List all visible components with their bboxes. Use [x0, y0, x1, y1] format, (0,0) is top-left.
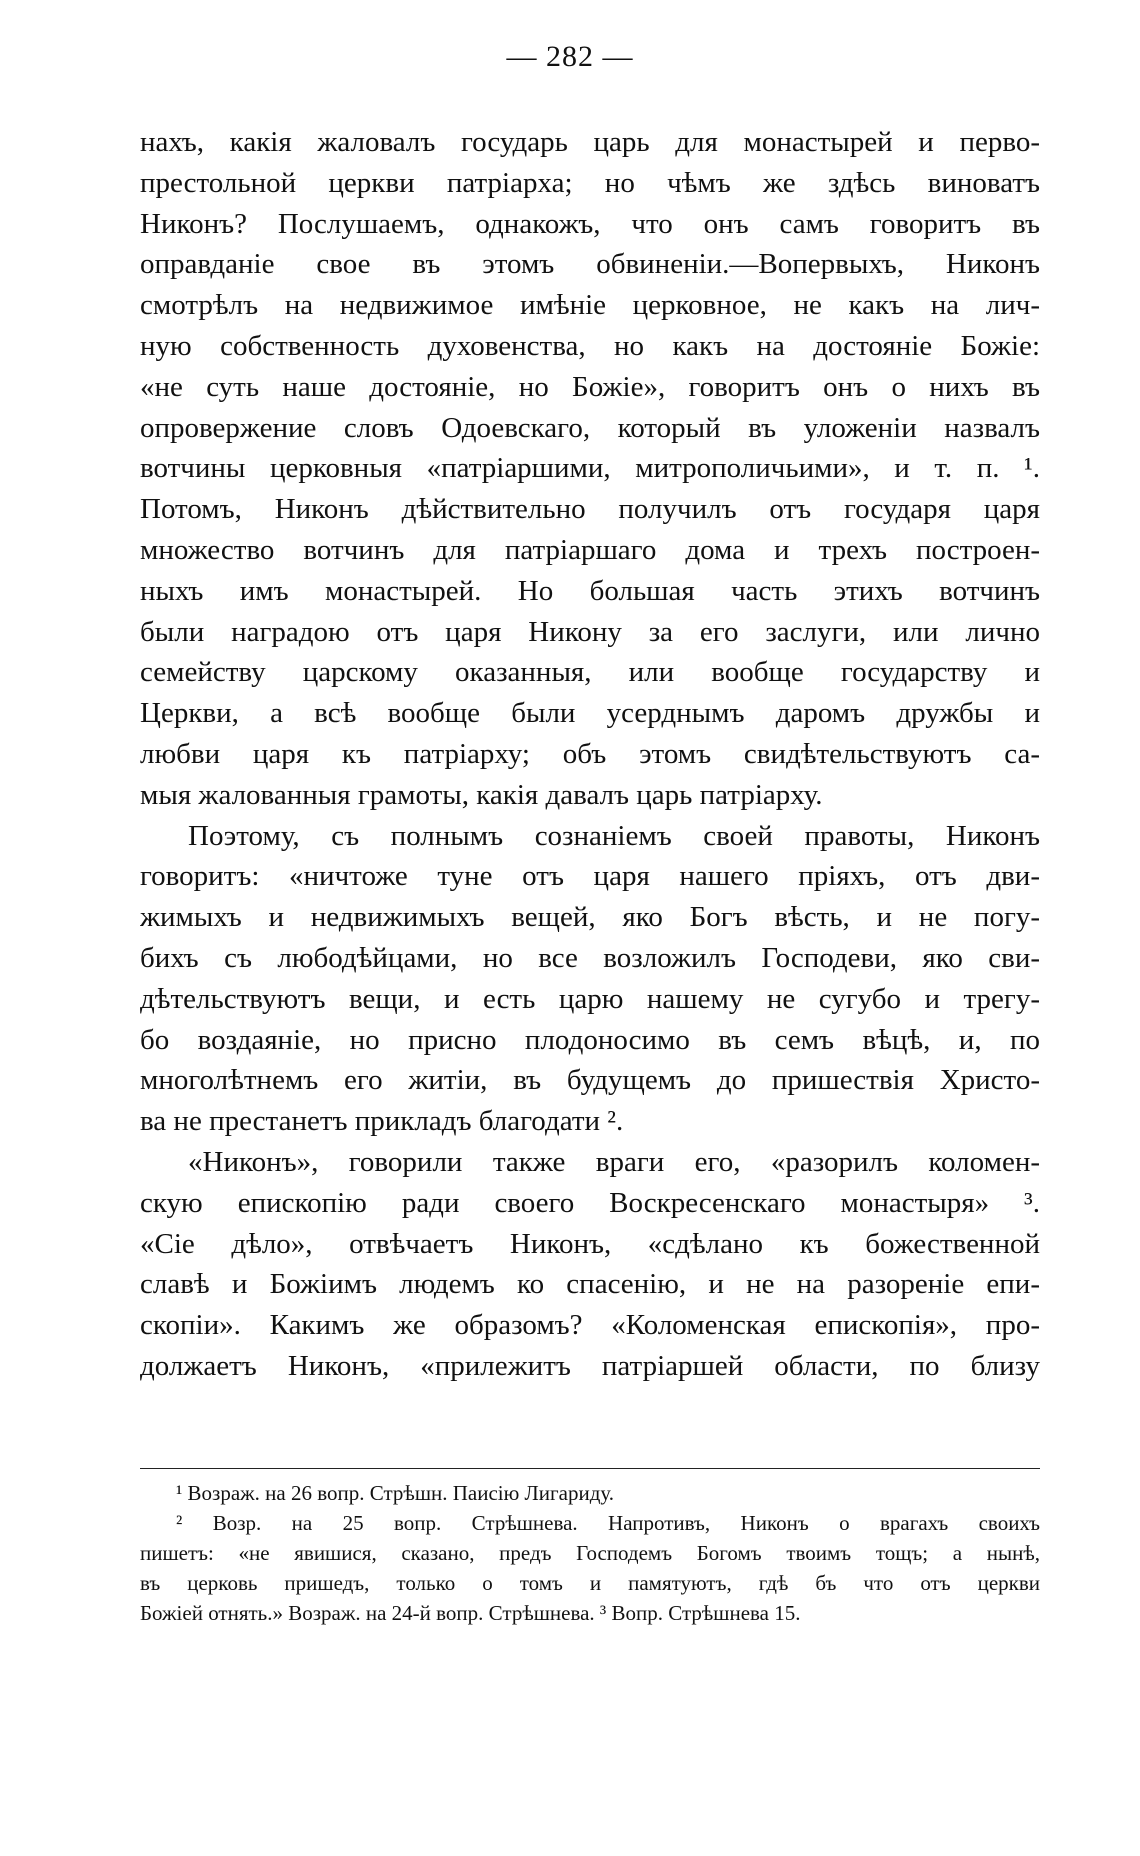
text-line: бихъ съ любодѣйцами, но все возложилъ Господеви, яко сви- [140, 941, 1040, 974]
text-line: Церкви, а всѣ вообще были усерднымъ даромъ дружбы и [140, 697, 1040, 730]
text-line: любви царя къ патріарху; объ этомъ свидѣтельствуютъ са- [140, 737, 1040, 770]
footnote-line: пишетъ: «не явишися, сказано, предъ Господемъ Богомъ твоимъ тощъ; а нынѣ, [140, 1541, 1040, 1565]
text-line: бо воздаяніе, но присно плодоносимо въ семъ вѣцѣ, и, по [140, 1023, 1040, 1056]
text-line: ную собственность духовенства, но какъ на достояніе Божіе: [140, 329, 1040, 362]
text-line: многолѣтнемъ его житіи, въ будущемъ до пришествія Христо- [140, 1064, 1040, 1097]
footnotes [140, 1478, 1040, 1628]
footnote-line: ¹ Возраж. на 26 вопр. Стрѣшн. Паисію Лигариду. [176, 1481, 615, 1505]
text-line: множество вотчинъ для патріаршаго дома и трехъ построен- [140, 533, 1040, 566]
text-line: нахъ, какія жаловалъ государь царь для монастырей и перво- [140, 126, 1040, 158]
text-line: Потомъ, Никонъ дѣйствительно получилъ отъ государя царя [140, 493, 1040, 526]
text-line: дѣтельствуютъ вещи, и есть царю нашему не сугубо и трегу- [140, 982, 1040, 1015]
text-line: «не суть наше достояніе, но Божіе», говоритъ онъ о нихъ въ [140, 370, 1040, 403]
text-line: скопіи». Какимъ же образомъ? «Коломенская епископія», про- [140, 1309, 1040, 1342]
text-line: мыя жалованныя грамоты, какія давалъ царь патріарху. [140, 778, 823, 811]
text-line: говоритъ: «ничтоже туне отъ царя нашего пріяхъ, отъ дви- [140, 860, 1040, 893]
text-line: «Никонъ», говорили также враги его, «разорилъ коломен- [188, 1145, 1040, 1178]
text-line: опровержение словъ Одоевскаго, который въ уложеніи назвалъ [140, 411, 1040, 444]
text-line: были наградою отъ царя Никону за его заслуги, или лично [140, 615, 1040, 648]
text-line: «Сіе дѣло», отвѣчаетъ Никонъ, «сдѣлано къ божественной [140, 1227, 1040, 1260]
text-line: ва не престанетъ прикладъ благодати ². [140, 1105, 624, 1138]
page-number: — 282 — [506, 40, 634, 73]
text-line: жимыхъ и недвижимыхъ вещей, яко Богъ вѣсть, и не погу- [140, 901, 1040, 934]
text-line: славѣ и Божіимъ людемъ ко спасенію, и не на разореніе епи- [140, 1268, 1040, 1301]
footnote-divider [140, 1468, 1040, 1469]
text-line: скую епископію ради своего Воскресенскаго монастыря» ³. [140, 1186, 1040, 1219]
text-line: должаетъ Никонъ, «прилежитъ патріаршей области, по близу [140, 1349, 1040, 1382]
text-line: вотчины церковныя «патріаршими, митрополичьими», и т. п. ¹. [140, 452, 1040, 485]
text-line: семейству царскому оказанныя, или вообще государству и [140, 656, 1040, 689]
footnote-line: Божіей отнять.» Возраж. на 24-й вопр. Стрѣшнева. ³ Вопр. Стрѣшнева 15. [140, 1601, 801, 1625]
text-line: Поэтому, съ полнымъ сознаніемъ своей правоты, Никонъ [188, 819, 1040, 852]
footnote-line: ² Возр. на 25 вопр. Стрѣшнева. Напротивъ, Никонъ о врагахъ своихъ [176, 1511, 1040, 1535]
body-text [140, 122, 1040, 1387]
text-line: смотрѣлъ на недвижимое имѣніе церковное, не какъ на лич- [140, 289, 1040, 322]
text-line: престольной церкви патріарха; но чѣмъ же здѣсь виноватъ [140, 166, 1040, 199]
text-line: ныхъ имъ монастырей. Но большая часть этихъ вотчинъ [140, 574, 1040, 607]
footnote-line: въ церковь пришедъ, только о томъ и памятуютъ, гдѣ бъ что отъ церкви [140, 1571, 1040, 1595]
text-line: Никонъ? Послушаемъ, однакожъ, что онъ самъ говоритъ въ [140, 207, 1040, 240]
text-line: оправданіе свое въ этомъ обвиненіи.—Вопервыхъ, Никонъ [140, 248, 1040, 281]
